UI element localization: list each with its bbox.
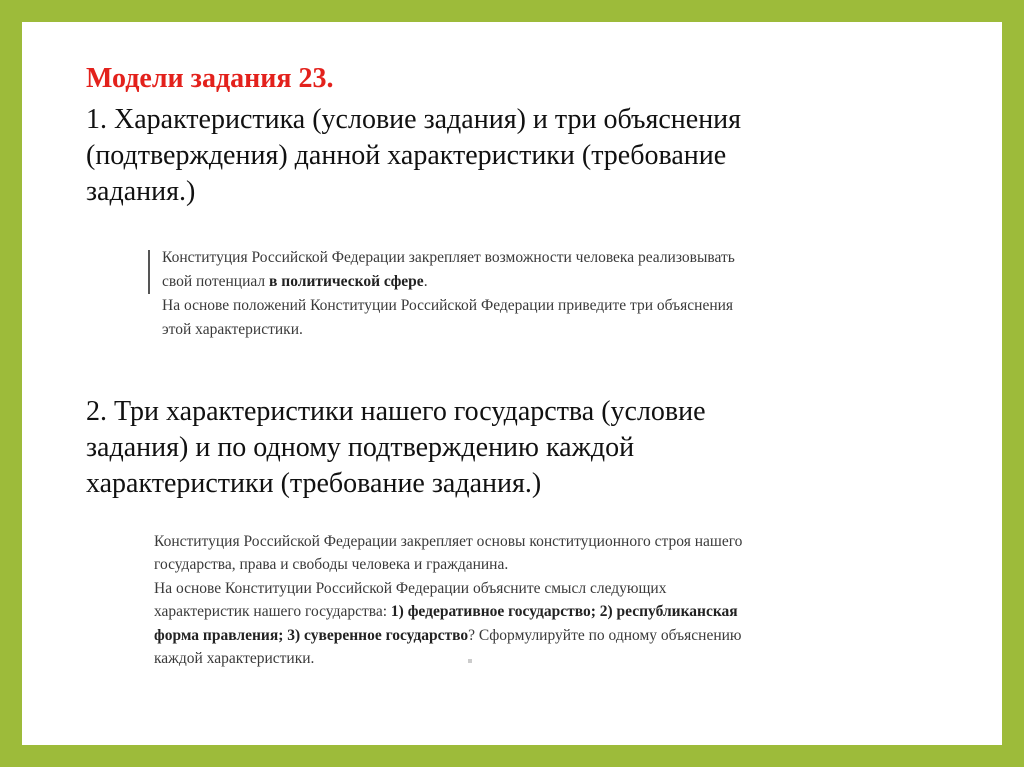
excerpt-bold-text: форма правления; 3) суверенное государство — [154, 626, 469, 644]
slide-heading: Модели задания 23. — [86, 63, 334, 94]
excerpt-text: свой потенциал — [162, 273, 270, 290]
excerpt-text: . — [423, 273, 428, 290]
excerpt-line — [162, 270, 922, 294]
item-2-line: 2. Три характеристики нашего государства (условие — [86, 396, 706, 427]
excerpt-bold-text: 1) федеративное государство; 2) республиканская — [390, 603, 738, 621]
item-1-line: задания.) — [86, 176, 196, 207]
excerpt-margin-rule — [148, 250, 150, 294]
excerpt-line: Конституция Российской Федерации закрепляет возможности человека реализовывать — [162, 249, 735, 266]
scan-artifact — [468, 659, 472, 663]
item-1-line: (подтверждения) данной характеристики (требование — [86, 140, 727, 171]
excerpt-line: На основе положений Конституции Российской Федерации приведите три объяснения — [162, 297, 734, 314]
item-2-description — [86, 394, 946, 502]
slide — [22, 22, 1002, 745]
item-2-line: характеристики (требование задания.) — [86, 468, 542, 499]
item-1-description — [86, 102, 946, 210]
excerpt-bold-text: в политической сфере — [269, 273, 424, 290]
excerpt-line: На основе Конституции Российской Федерации объясните смысл следующих — [154, 579, 667, 597]
excerpt-text: характеристик нашего государства: — [154, 603, 391, 621]
item-1-task-excerpt — [162, 246, 922, 342]
item-1-line: 1. Характеристика (условие задания) и три объяснения — [86, 104, 742, 135]
item-2-line: задания) и по одному подтверждению каждой — [86, 432, 635, 463]
excerpt-line: Конституция Российской Федерации закрепляет основы конституционного строя нашего — [154, 533, 743, 550]
excerpt-text: ? Сформулируйте по одному объяснению — [468, 626, 742, 644]
excerpt-line — [154, 624, 914, 647]
excerpt-line: государства, права и свободы человека и гражданина. — [154, 556, 509, 574]
excerpt-line: этой характеристики. — [162, 321, 303, 338]
excerpt-line — [154, 600, 914, 623]
excerpt-line: каждой характеристики. — [154, 650, 315, 668]
item-2-task-excerpt — [154, 530, 914, 670]
